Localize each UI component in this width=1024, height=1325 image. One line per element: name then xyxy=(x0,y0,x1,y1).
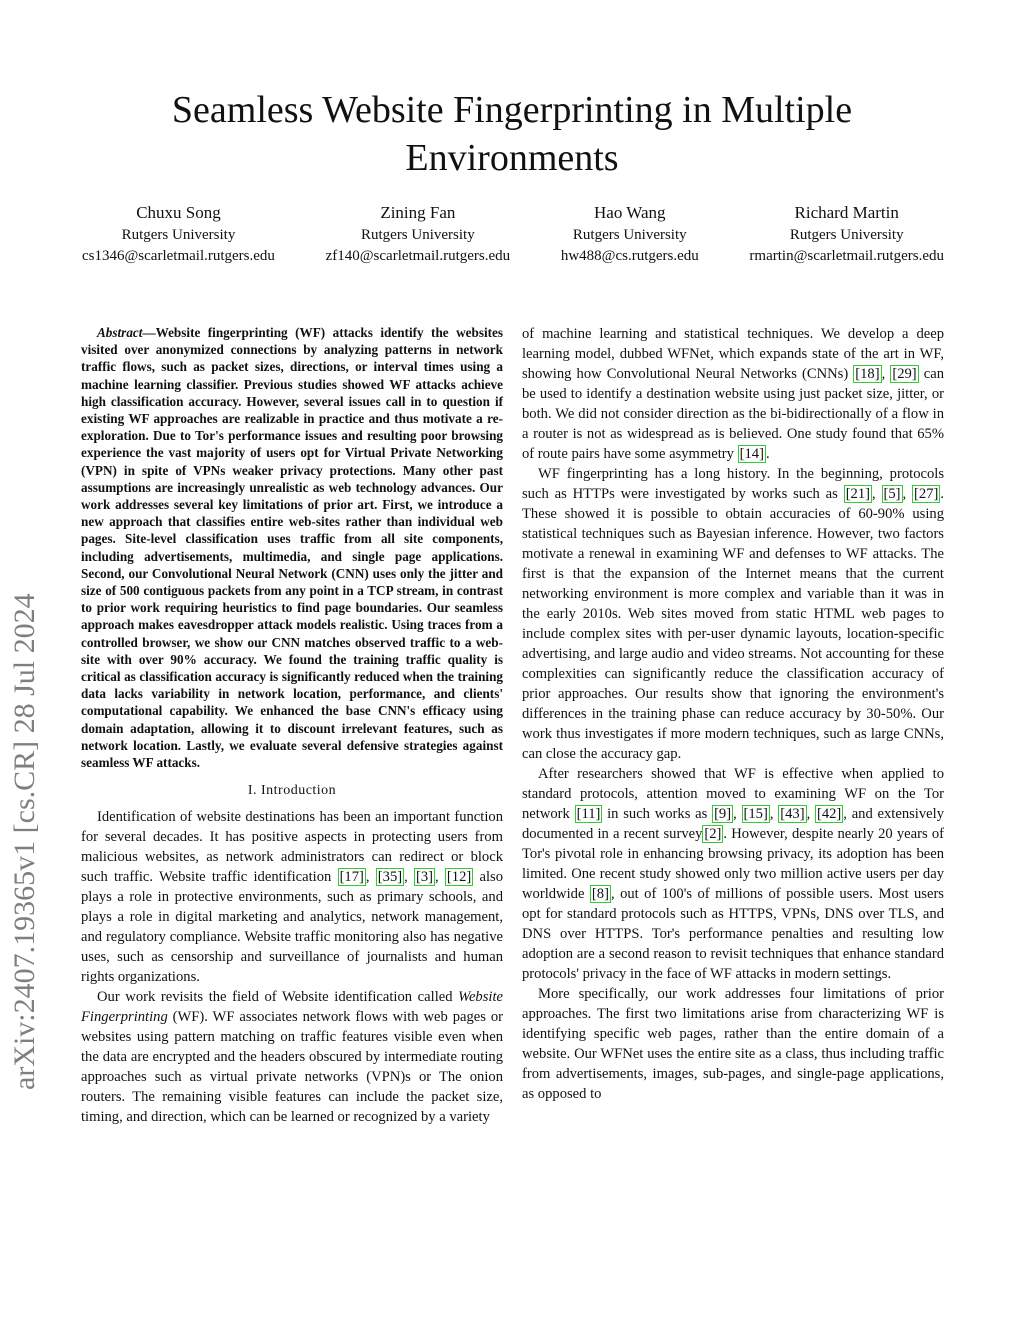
citation-link[interactable]: [11] xyxy=(576,806,601,822)
right-column xyxy=(522,324,944,1104)
citation-link[interactable]: [43] xyxy=(780,806,805,822)
citation-link[interactable]: [8] xyxy=(591,886,609,902)
author-email: rmartin@scarletmail.rutgers.edu xyxy=(749,248,944,264)
author-name: Richard Martin xyxy=(794,203,899,222)
text-run: , out of 100's of millions of possible users. Most users opt for standard protocols such as HTTPS, VPNs, DNS over TLS, and DNS over HTTPS. Tor's performance penalties and resulting low adoption are a second reason to revisit techniques that enhance standard protocols' privacy in the face of WF attacks in modern settings. xyxy=(522,886,944,982)
text-run: . These showed it is possible to obtain accuracies of 60-90% using statistical techniques such as Bayesian inference. However, two factors motivate a renewal in examining WF and defenses to WF attacks. The first is that the expansion of the Internet means that the current networking environment is more complex and variable than it was in the early 2010s. Web sites moved from static HTML web pages to include complex sites with per-user dynamic layouts, location-specific advertising, and large audio and video streams. Not accounting for these complexities can significantly reduce the classification accuracy of prior approaches. Our results show that ignoring the environment's differences in the training phase can reduce accuracy by 30-50%. Our work thus investigates if more modern techniques, such as large CNNs, can close the accuracy gap. xyxy=(522,486,945,762)
citation-link[interactable]: [17] xyxy=(339,869,364,886)
text-run: also plays a role in protective environments, such as primary schools, and plays a role in digital marketing and analytics, network management, and regulatory compliance. Website traffic monitoring also has negative uses, such as censorship and surveillance of journalists and human rights organizations. xyxy=(81,869,503,986)
left-column xyxy=(81,324,503,1127)
author-affiliation: Rutgers University xyxy=(360,227,475,243)
text-run: . xyxy=(765,446,770,462)
text-run: . However, despite nearly 20 years of Tor's pivotal role in enhancing browsing privacy, its adoption has been limited. One recent study showed only two million active users per day worldwide xyxy=(522,826,944,902)
section-heading-introduction: I. Introduction xyxy=(247,783,337,799)
author-affiliation: Rutgers University xyxy=(121,227,236,243)
citation-link[interactable]: [29] xyxy=(892,366,917,382)
text-run: Identification of website destinations has been an important function for several decades. It has positive aspects in protecting users from malicious websites, as network administrators can redirect or block such traffic. Website traffic identification xyxy=(81,809,503,886)
citation-link[interactable]: [21] xyxy=(845,486,871,502)
citation-link[interactable]: [14] xyxy=(739,446,764,462)
author-name: Zining Fan xyxy=(380,203,456,222)
author-name: Hao Wang xyxy=(594,203,666,222)
text-run: in such works as xyxy=(602,806,713,822)
text-run: Our work revisits the field of Website identification called xyxy=(97,989,459,1006)
author-email: zf140@scarletmail.rutgers.edu xyxy=(325,248,511,264)
citation-link[interactable]: [2] xyxy=(704,826,722,842)
author-2 xyxy=(326,201,511,267)
abstract-text: —Website fingerprinting (WF) attacks identify the websites visited over anonymized connections by analyzing patterns in network traffic flows, such as packet sizes, directions, or interval times using a machine learning classifier. Previous studies showed WF attacks achieve high classification accuracy. However, several issues call in to question if existing WF approaches are realizable in practice and thus motivate a re-exploration. Due to Tor's performance issues and resulting poor browsing experience the vast majority of users opt for Virtual Private Networking (VPN) in spite of VPNs weaker privacy protections. Many other past assumptions are increasingly unrealistic as web technology advances. Our work addresses several key limitations of prior art. First, we introduce a new approach that classifies entire web-sites rather than individual web pages. Site-level classification uses traffic from all site components, including advertisements, multimedia, and single page applications. Second, our Convolutional Neural Network (CNN) uses only the jitter and size of 500 contiguous packets from any point in a TCP stream, in contrast to prior work requiring heuristics to find page boundaries. Our seamless approach makes eavesdropper attack models realistic. Using traces from a controlled browser, we show our CNN matches observed traffic to a web-site with over 90% accuracy. We found the training traffic quality is critical as classification accuracy is significantly reduced when the training data lacks variability in network location, performance, and clients' computational capability. We enhanced the base CNN's efficacy using domain adaptation, allowing it to discount irrelevant features, such as network location. Lastly, we evaluate several defensive strategies against seamless WF attacks. xyxy=(81,325,503,771)
text-run: of machine learning and statistical techniques. We develop a deep learning model, dubbed WFNet, which expands state of the art in WF, showing how Convolutional Neural Networks (CNNs) xyxy=(522,326,944,382)
right-paragraph-1: of machine learning and statistical techniques. We develop a deep learning model, dubbed WFNet, which expands state of the art in WF, showing how Convolutional Neural Networks (CNNs) [18] , [29] can be used to identify a destination website using just packet size, jitter, or both. We did not consider direction as the bi-bidirectionally of a flow in a router is not as widespread as is believed. One study found that 65% of route pairs have some asymmetry [14] . xyxy=(522,326,944,462)
citation-link[interactable]: [15] xyxy=(743,806,768,822)
author-email: hw488@cs.rutgers.edu xyxy=(560,248,699,264)
author-name: Chuxu Song xyxy=(136,203,221,222)
emphasis-term: Website Fingerprinting xyxy=(81,989,503,1026)
text-run: , and extensively documented in a recent survey xyxy=(522,806,944,842)
arxiv-identifier-text: arXiv:2407.19365v1 [cs.CR] 28 Jul 2024 xyxy=(8,593,41,1090)
citation-link[interactable]: [9] xyxy=(714,806,732,822)
intro-paragraph-1: Identification of website destinations has been an important function for several decades. It has positive aspects in protecting users from malicious websites, as network administrators can redirect or block such traffic. Website traffic identification [17] , [35] , [3] , [12] also plays a role in protective environments, such as primary schools, and plays a role in digital marketing and analytics, network management, and regulatory compliance. Website traffic monitoring also has negative uses, such as censorship and surveillance of journalists and human rights organizations. xyxy=(81,809,503,986)
right-paragraph-3: After researchers showed that WF is effective when applied to standard protocols, attention moved to examining WF on the Tor network [11] in such works as [9] , [15] , [43] , [42] , and extensively documented in a recent survey [2] . However, despite nearly 20 years of Tor's pivotal role in enhancing browsing privacy, its adoption has been limited. One recent study showed only two million active users per day worldwide [8] , out of 100's of millions of possible users. Most users opt for standard protocols such as HTTPS, VPNs, DNS over TLS, and DNS over HTTPS. Tor's performance penalties and resulting low adoption are a second reason to revisit techniques that enhance standard protocols' privacy in the face of WF attacks in modern settings. xyxy=(522,766,944,982)
abstract-label: Abstract xyxy=(97,325,143,340)
author-1 xyxy=(82,201,275,267)
citation-link[interactable]: [18] xyxy=(855,366,880,382)
text-run: can be used to identify a destination website using just packet size, jitter, or both. We did not consider direction as the bi-bidirectionally of a flow in a router is not as widespread as is believed. One study found that 65% of route pairs have some asymmetry xyxy=(522,366,944,462)
author-3 xyxy=(561,201,699,267)
author-email: cs1346@scarletmail.rutgers.edu xyxy=(82,248,275,264)
paper-title: Seamless Website Fingerprinting in Multiple Environments xyxy=(171,89,853,179)
abstract xyxy=(81,324,503,771)
citation-link[interactable]: [27] xyxy=(914,486,939,502)
citation-link[interactable]: [5] xyxy=(883,486,901,502)
author-affiliation: Rutgers University xyxy=(572,227,687,243)
citation-link[interactable]: [3] xyxy=(416,869,434,886)
citation-link[interactable]: [42] xyxy=(816,806,842,822)
right-paragraph-4: More specifically, our work addresses four limitations of prior approaches. The first two limitations arise from characterizing WF is identifying specific web pages, rather than the entire domain of a website. Our WFNet uses the entire site as a class, thus including traffic from advertisements, images, sub-pages, and single-page applications, as opposed to xyxy=(522,986,944,1102)
intro-paragraph-2 xyxy=(81,987,503,1127)
text-run: WF fingerprinting has a long history. In the beginning, protocols such as HTTPs were investigated by works such as xyxy=(522,466,944,502)
text-run: After researchers showed that WF is effective when applied to standard protocols, attention moved to examining WF on the Tor network xyxy=(522,766,944,822)
author-affiliation: Rutgers University xyxy=(789,227,904,243)
citation-link[interactable]: [12] xyxy=(446,869,472,886)
right-paragraph-2: WF fingerprinting has a long history. In the beginning, protocols such as HTTPs were investigated by works such as [21] , [5] , [27] . These showed it is possible to obtain accuracies of 60-90% using statistical techniques such as Bayesian inference. However, two factors motivate a renewal in examining WF and defenses to WF attacks. The first is that the expansion of the Internet means that the current networking environment is more complex and variable than it was in the early 2010s. Web sites moved from static HTML web pages to include complex sites with per-user dynamic layouts, location-specific advertising, and large audio and video streams. Not accounting for these complexities can significantly reduce the classification accuracy of prior approaches. Our results show that ignoring the environment's differences in the training phase can reduce accuracy by 30-50%. Our work thus investigates if more modern techniques, such as large CNNs, can close the accuracy gap. xyxy=(522,466,945,762)
author-block xyxy=(82,201,944,267)
citation-link[interactable]: [35] xyxy=(377,869,403,886)
author-4 xyxy=(749,201,944,267)
text-run: (WF). WF associates network flows with web pages or websites using pattern matching on traffic features visible even when the data are encrypted and the headers obscured by intermediate routing approaches such as virtual private networks (VPN)s or The onion routers. The remaining visible features can include the packet size, timing, and direction, which can be learned or recognized by a variety xyxy=(81,1009,503,1126)
